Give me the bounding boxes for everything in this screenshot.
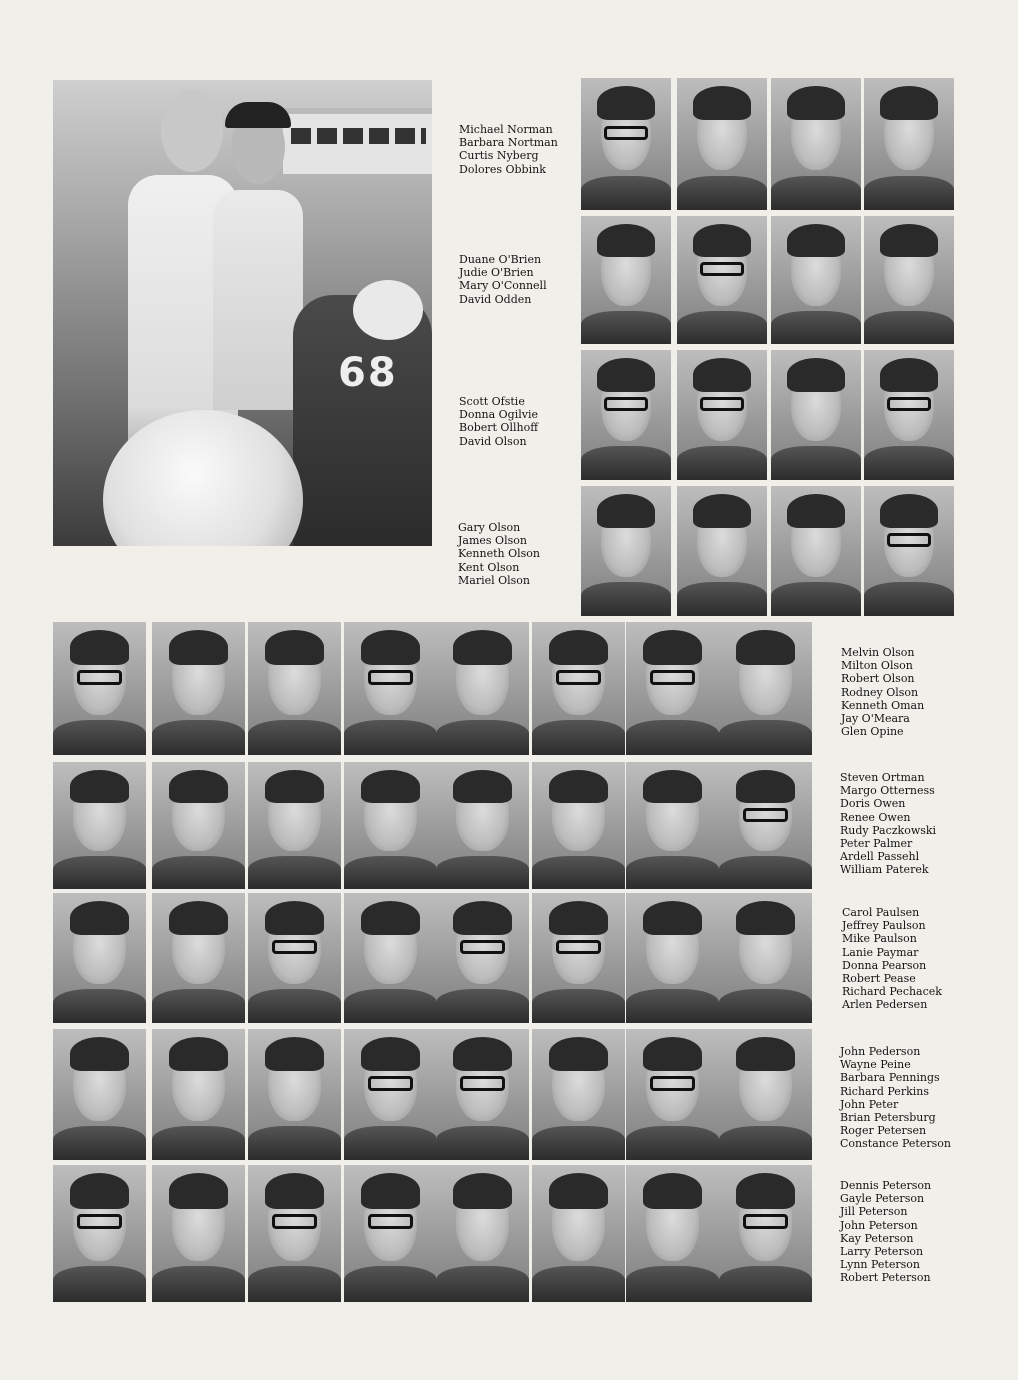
student-portrait-photo: [532, 622, 625, 755]
portrait-hair: [643, 901, 703, 935]
portrait-hair: [736, 630, 796, 665]
portrait-glasses: [77, 1214, 122, 1229]
student-portrait-photo: [53, 893, 146, 1023]
portrait-body: [152, 1266, 245, 1302]
student-name: Steven Ortman: [840, 771, 925, 784]
portrait-body: [248, 720, 341, 755]
student-name: Robert Peterson: [840, 1271, 931, 1285]
student-name: Gary Olson: [458, 521, 521, 534]
portrait-body: [532, 856, 625, 889]
portrait-hair: [736, 770, 796, 803]
student-name: James Olson: [458, 534, 527, 548]
student-portrait-photo: [248, 622, 341, 755]
portrait-hair: [736, 1037, 796, 1071]
portrait-hair: [643, 1037, 703, 1071]
student-name: Duane O'Brien: [459, 253, 542, 266]
assistant-coach-figure: [213, 190, 303, 410]
student-portrait-photo: [436, 1029, 529, 1160]
portrait-body: [719, 989, 812, 1023]
portrait-body: [436, 856, 529, 889]
student-portrait-photo: [152, 622, 245, 755]
portrait-body: [436, 1126, 529, 1160]
student-name: David Odden: [459, 292, 532, 306]
portrait-glasses: [604, 126, 647, 141]
student-name: Robert Olson: [841, 672, 915, 686]
portrait-body: [436, 989, 529, 1023]
portrait-hair: [643, 1173, 703, 1209]
portrait-hair: [693, 86, 751, 120]
portrait-glasses: [460, 1076, 505, 1090]
portrait-body: [248, 856, 341, 889]
player-helmet: [353, 280, 423, 340]
portrait-hair: [169, 901, 229, 935]
portrait-body: [53, 720, 146, 755]
student-name: Jill Peterson: [840, 1205, 908, 1219]
portrait-body: [677, 176, 767, 210]
student-portrait-photo: [677, 216, 767, 344]
portrait-hair: [549, 770, 609, 803]
student-portrait-photo: [53, 622, 146, 755]
name-list: [459, 395, 538, 448]
portrait-body: [626, 1126, 719, 1160]
portrait-hair: [549, 1037, 609, 1071]
student-name: Glen Opine: [841, 725, 904, 739]
portrait-hair: [549, 1173, 609, 1209]
student-portrait-photo: [677, 486, 767, 616]
student-portrait-photo: [152, 1029, 245, 1160]
student-name: Melvin Olson: [841, 646, 915, 659]
portrait-body: [344, 1266, 437, 1302]
student-portrait-photo: [626, 762, 719, 889]
portrait-hair: [361, 901, 421, 935]
student-portrait-photo: [626, 1165, 719, 1302]
portrait-hair: [736, 901, 796, 935]
name-list: [458, 521, 540, 587]
portrait-body: [532, 1266, 625, 1302]
student-name: Mary O'Connell: [459, 279, 547, 293]
student-portrait-photo: [581, 78, 671, 210]
student-name: Gayle Peterson: [840, 1192, 925, 1206]
student-portrait-photo: [248, 762, 341, 889]
portrait-body: [344, 856, 437, 889]
student-portrait-photo: [152, 762, 245, 889]
portrait-body: [532, 989, 625, 1023]
portrait-body: [719, 1126, 812, 1160]
name-list: [840, 771, 936, 877]
portrait-body: [626, 720, 719, 755]
student-portrait-photo: [344, 893, 437, 1023]
portrait-body: [53, 856, 146, 889]
student-portrait-photo: [344, 1165, 437, 1302]
portrait-hair: [880, 86, 938, 120]
student-name: Richard Pechacek: [842, 985, 942, 999]
student-portrait-photo: [626, 622, 719, 755]
portrait-hair: [643, 770, 703, 803]
portrait-body: [344, 720, 437, 755]
student-name: Rodney Olson: [841, 685, 919, 699]
student-name: Milton Olson: [841, 659, 913, 673]
portrait-hair: [453, 901, 513, 935]
portrait-glasses: [887, 397, 930, 411]
student-name: Carol Paulsen: [842, 906, 920, 919]
portrait-body: [864, 582, 954, 616]
student-name: Mike Paulson: [842, 932, 917, 946]
portrait-glasses: [700, 262, 743, 276]
portrait-body: [581, 176, 671, 210]
student-portrait-photo: [248, 1029, 341, 1160]
portrait-hair: [70, 1037, 130, 1071]
coach-head: [161, 90, 223, 172]
portrait-body: [152, 989, 245, 1023]
portrait-glasses: [368, 670, 413, 685]
portrait-hair: [787, 224, 845, 257]
student-portrait-photo: [532, 893, 625, 1023]
student-name: Kent Olson: [458, 560, 520, 574]
portrait-body: [771, 446, 861, 480]
student-name: Curtis Nyberg: [459, 149, 539, 163]
student-portrait-photo: [677, 350, 767, 480]
portrait-hair: [70, 630, 130, 665]
portrait-hair: [693, 224, 751, 257]
student-name: William Paterek: [840, 863, 929, 877]
student-portrait-photo: [581, 350, 671, 480]
portrait-hair: [643, 630, 703, 665]
portrait-body: [248, 1126, 341, 1160]
student-portrait-photo: [152, 1165, 245, 1302]
portrait-body: [53, 989, 146, 1023]
portrait-body: [53, 1266, 146, 1302]
student-portrait-photo: [248, 893, 341, 1023]
portrait-glasses: [743, 808, 788, 822]
student-portrait-photo: [864, 350, 954, 480]
student-name: Donna Ogilvie: [459, 408, 539, 422]
student-portrait-photo: [771, 216, 861, 344]
student-name: Michael Norman: [459, 123, 553, 136]
portrait-hair: [453, 1037, 513, 1071]
portrait-hair: [787, 358, 845, 392]
portrait-body: [626, 989, 719, 1023]
portrait-body: [152, 1126, 245, 1160]
student-name: Scott Ofstie: [459, 395, 525, 408]
portrait-hair: [265, 1173, 325, 1209]
student-name: Larry Peterson: [840, 1245, 924, 1259]
student-name: Constance Peterson: [840, 1137, 951, 1151]
student-portrait-photo: [771, 486, 861, 616]
portrait-body: [626, 856, 719, 889]
portrait-glasses: [604, 397, 647, 411]
student-name: Lynn Peterson: [840, 1258, 920, 1272]
student-portrait-photo: [864, 486, 954, 616]
name-list: [459, 123, 558, 176]
student-portrait-photo: [152, 893, 245, 1023]
name-list: [840, 1045, 951, 1151]
student-name: Kay Peterson: [840, 1231, 914, 1245]
portrait-hair: [453, 630, 513, 665]
portrait-hair: [265, 901, 325, 935]
student-portrait-photo: [864, 216, 954, 344]
student-portrait-photo: [436, 893, 529, 1023]
portrait-hair: [265, 630, 325, 665]
portrait-body: [248, 989, 341, 1023]
student-portrait-photo: [248, 1165, 341, 1302]
student-name: Robert Pease: [842, 972, 916, 986]
student-name: Peter Palmer: [840, 837, 913, 851]
student-name: John Peterson: [840, 1218, 918, 1232]
student-name: Arlen Pedersen: [842, 998, 928, 1012]
student-portrait-photo: [344, 622, 437, 755]
portrait-hair: [453, 1173, 513, 1209]
portrait-hair: [70, 1173, 130, 1209]
portrait-hair: [265, 1037, 325, 1071]
portrait-glasses: [460, 940, 505, 954]
portrait-hair: [787, 86, 845, 120]
student-name: Rudy Paczkowski: [840, 823, 937, 837]
student-name: Dolores Obbink: [459, 162, 546, 176]
student-portrait-photo: [771, 350, 861, 480]
student-name: Lanie Paymar: [842, 945, 919, 959]
portrait-hair: [787, 494, 845, 528]
portrait-body: [771, 582, 861, 616]
portrait-hair: [880, 494, 938, 528]
portrait-glasses: [77, 670, 122, 685]
portrait-hair: [693, 358, 751, 392]
portrait-hair: [70, 901, 130, 935]
student-portrait-photo: [719, 1165, 812, 1302]
portrait-body: [677, 582, 767, 616]
portrait-body: [677, 446, 767, 480]
portrait-hair: [597, 358, 655, 392]
student-name: Renee Owen: [840, 810, 911, 824]
student-portrait-photo: [53, 762, 146, 889]
bus-background: [283, 108, 432, 174]
student-portrait-photo: [436, 622, 529, 755]
name-list: [842, 906, 942, 1012]
portrait-body: [864, 311, 954, 344]
portrait-body: [719, 856, 812, 889]
student-name: Dennis Peterson: [840, 1179, 932, 1192]
student-portrait-photo: [436, 1165, 529, 1302]
portrait-glasses: [272, 940, 317, 954]
portrait-body: [152, 720, 245, 755]
student-name: David Olson: [459, 434, 527, 448]
portrait-glasses: [700, 397, 743, 411]
portrait-body: [677, 311, 767, 344]
portrait-hair: [361, 1173, 421, 1209]
portrait-glasses: [743, 1214, 788, 1229]
portrait-hair: [169, 1037, 229, 1071]
student-portrait-photo: [864, 78, 954, 210]
student-name: Judie O'Brien: [459, 266, 534, 280]
student-name: Kenneth Olson: [458, 547, 541, 561]
portrait-body: [436, 720, 529, 755]
portrait-body: [344, 1126, 437, 1160]
student-name: Jay O'Meara: [841, 712, 910, 726]
student-name: Mariel Olson: [458, 573, 531, 587]
student-portrait-photo: [581, 486, 671, 616]
portrait-hair: [597, 224, 655, 257]
portrait-body: [344, 989, 437, 1023]
portrait-hair: [597, 494, 655, 528]
portrait-hair: [361, 1037, 421, 1071]
portrait-hair: [597, 86, 655, 120]
jersey-number: 68: [338, 350, 398, 396]
student-portrait-photo: [344, 762, 437, 889]
portrait-glasses: [650, 1076, 695, 1090]
portrait-body: [626, 1266, 719, 1302]
student-name: Jeffrey Paulson: [842, 919, 926, 933]
student-portrait-photo: [581, 216, 671, 344]
portrait-body: [152, 856, 245, 889]
name-list: [841, 646, 924, 738]
portrait-body: [719, 1266, 812, 1302]
portrait-hair: [361, 630, 421, 665]
portrait-body: [581, 446, 671, 480]
name-list: [840, 1179, 931, 1285]
student-name: Margo Otterness: [840, 784, 935, 798]
student-portrait-photo: [532, 762, 625, 889]
portrait-glasses: [368, 1076, 413, 1090]
student-portrait-photo: [532, 1029, 625, 1160]
portrait-hair: [361, 770, 421, 803]
portrait-glasses: [887, 533, 930, 547]
student-name: Roger Petersen: [840, 1124, 927, 1138]
student-name: Ardell Passehl: [840, 850, 920, 864]
portrait-hair: [265, 770, 325, 803]
student-name: John Peter: [840, 1097, 899, 1111]
student-name: John Pederson: [840, 1045, 921, 1058]
student-portrait-photo: [53, 1029, 146, 1160]
portrait-body: [532, 1126, 625, 1160]
portrait-body: [771, 176, 861, 210]
student-portrait-photo: [719, 1029, 812, 1160]
student-portrait-photo: [53, 1165, 146, 1302]
portrait-glasses: [556, 940, 601, 954]
student-name: Wayne Peine: [840, 1058, 911, 1072]
student-portrait-photo: [719, 622, 812, 755]
student-portrait-photo: [532, 1165, 625, 1302]
student-portrait-photo: [677, 78, 767, 210]
student-name: Donna Pearson: [842, 958, 927, 972]
student-name: Bobert Ollhoff: [459, 421, 539, 435]
student-name: Brian Petersburg: [840, 1111, 936, 1125]
portrait-hair: [549, 901, 609, 935]
portrait-body: [864, 176, 954, 210]
portrait-hair: [169, 630, 229, 665]
student-name: Doris Owen: [840, 797, 906, 811]
student-name: Richard Perkins: [840, 1084, 929, 1098]
portrait-body: [719, 720, 812, 755]
coach-cap: [225, 102, 291, 128]
portrait-body: [771, 311, 861, 344]
portrait-hair: [693, 494, 751, 528]
portrait-hair: [880, 224, 938, 257]
portrait-hair: [453, 770, 513, 803]
student-portrait-photo: [771, 78, 861, 210]
portrait-glasses: [368, 1214, 413, 1229]
portrait-hair: [549, 630, 609, 665]
football-player: [293, 295, 432, 546]
name-list: [459, 253, 547, 306]
portrait-body: [532, 720, 625, 755]
student-name: Barbara Pennings: [840, 1071, 940, 1085]
portrait-hair: [880, 358, 938, 392]
student-portrait-photo: [719, 893, 812, 1023]
student-name: Kenneth Oman: [841, 698, 925, 712]
portrait-glasses: [650, 670, 695, 685]
portrait-glasses: [556, 670, 601, 685]
football-sideline-photo: [53, 80, 432, 546]
student-portrait-photo: [626, 1029, 719, 1160]
portrait-hair: [70, 770, 130, 803]
portrait-body: [864, 446, 954, 480]
student-portrait-photo: [626, 893, 719, 1023]
portrait-body: [248, 1266, 341, 1302]
portrait-body: [581, 311, 671, 344]
student-name: Barbara Nortman: [459, 136, 558, 150]
portrait-hair: [169, 1173, 229, 1209]
portrait-glasses: [272, 1214, 317, 1229]
student-portrait-photo: [719, 762, 812, 889]
portrait-body: [581, 582, 671, 616]
portrait-body: [436, 1266, 529, 1302]
student-portrait-photo: [344, 1029, 437, 1160]
portrait-hair: [736, 1173, 796, 1209]
student-portrait-photo: [436, 762, 529, 889]
portrait-body: [53, 1126, 146, 1160]
portrait-hair: [169, 770, 229, 803]
